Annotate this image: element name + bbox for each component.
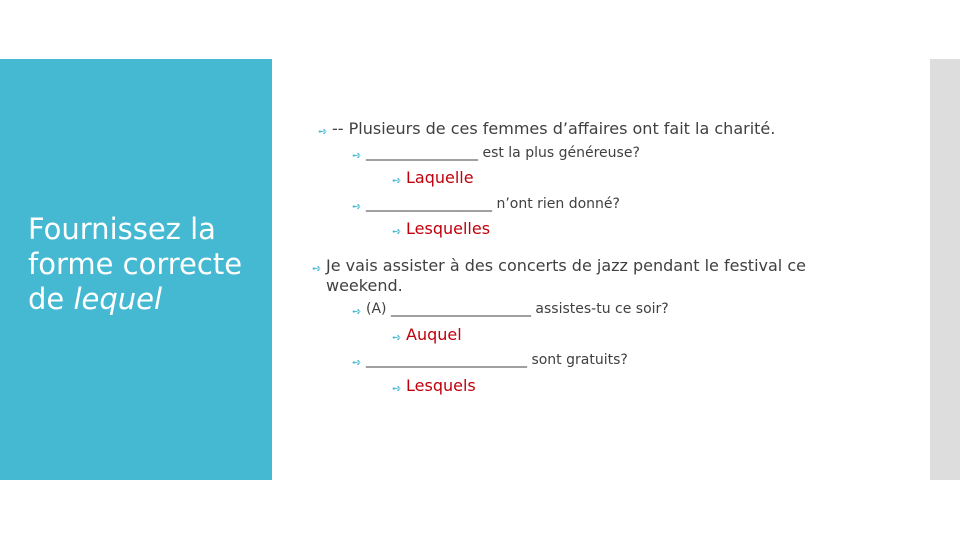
- item-text: Je vais assister à des concerts de jazz pendant le festival ce weekend.: [326, 256, 806, 295]
- arrow-bullet-icon: ➺: [352, 149, 362, 162]
- right-edge-strip: [930, 59, 960, 480]
- answer-item: [392, 168, 474, 191]
- item-text: ________________ est la plus généreuse?: [366, 145, 640, 161]
- list-item: [352, 300, 669, 321]
- list-item: [318, 119, 775, 142]
- arrow-bullet-icon: ➺: [318, 125, 328, 138]
- title-line-1: Fournissez la: [28, 212, 216, 246]
- arrow-bullet-icon: ➺: [392, 174, 402, 187]
- title-line-2: forme correcte: [28, 247, 243, 281]
- list-item: [352, 144, 640, 165]
- arrow-bullet-icon: ➺: [392, 382, 402, 395]
- answer-item: [392, 376, 476, 399]
- arrow-bullet-icon: ➺: [352, 305, 362, 318]
- answer-item: [392, 219, 490, 242]
- arrow-bullet-icon: ➺: [352, 200, 362, 213]
- answer-text: Lesquels: [406, 376, 476, 395]
- title-line-3-prefix: de: [28, 282, 74, 316]
- item-text: __________________ n’ont rien donné?: [366, 196, 620, 212]
- list-item: [312, 256, 812, 296]
- item-text: -- Plusieurs de ces femmes d’affaires ont fait la charité.: [332, 119, 776, 138]
- arrow-bullet-icon: ➺: [352, 356, 362, 369]
- answer-item: [392, 325, 462, 348]
- list-item: [352, 351, 628, 372]
- list-item: [352, 195, 620, 216]
- arrow-bullet-icon: ➺: [392, 331, 402, 344]
- answer-text: Lesquelles: [406, 219, 491, 238]
- item-text: (A) ____________________ assistes-tu ce soir?: [366, 301, 669, 317]
- answer-text: Auquel: [406, 325, 462, 344]
- answer-text: Laquelle: [406, 168, 474, 187]
- item-text: _______________________ sont gratuits?: [366, 352, 628, 368]
- arrow-bullet-icon: ➺: [312, 262, 322, 275]
- arrow-bullet-icon: ➺: [392, 225, 402, 238]
- title-line-3-italic: lequel: [73, 282, 163, 316]
